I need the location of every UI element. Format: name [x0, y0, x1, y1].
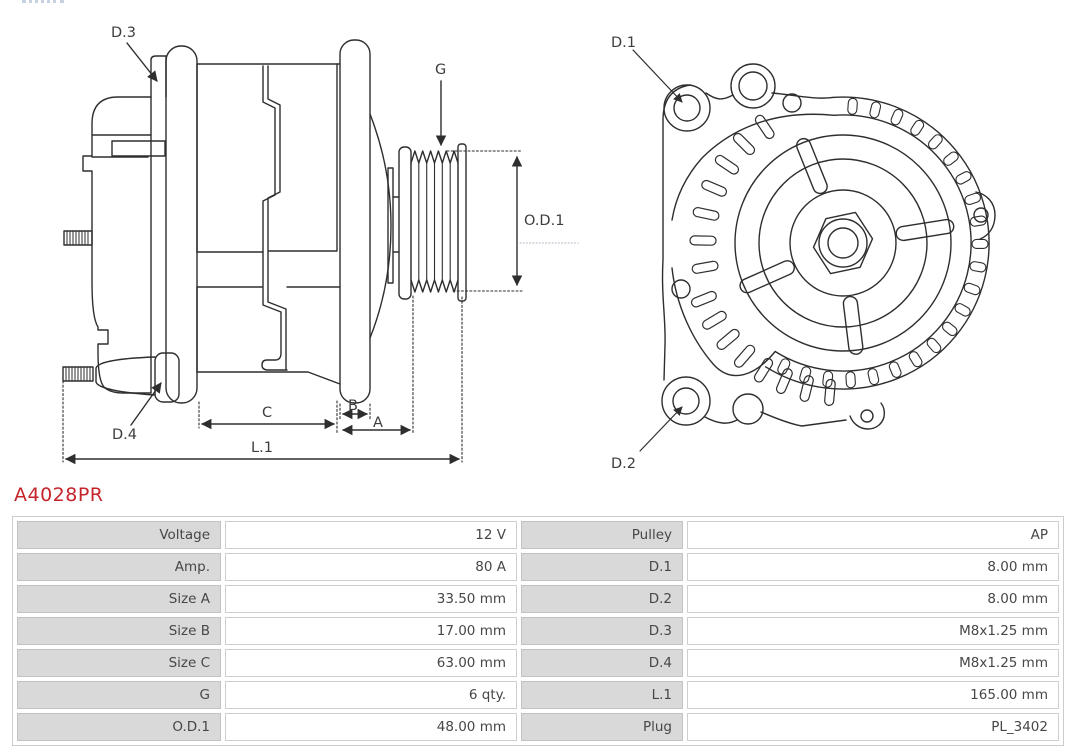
- label-l1: L.1: [251, 440, 273, 456]
- label-a: A: [373, 415, 383, 431]
- spec-value: 12 V: [225, 521, 517, 549]
- spec-label: G: [17, 681, 221, 709]
- spec-label: Plug: [521, 713, 683, 741]
- spec-row: [17, 521, 1059, 549]
- pulley: [399, 144, 466, 301]
- housing-body: [197, 64, 340, 384]
- spec-value: 48.00 mm: [225, 713, 517, 741]
- spec-value: AP: [687, 521, 1059, 549]
- label-d2: D.2: [611, 456, 636, 472]
- spec-label: Pulley: [521, 521, 683, 549]
- spec-table: [12, 516, 1064, 746]
- label-d1: D.1: [611, 35, 636, 51]
- label-d4: D.4: [112, 427, 137, 443]
- spec-value: M8x1.25 mm: [687, 617, 1059, 645]
- part-number: A4028PR: [14, 484, 104, 506]
- spec-value: 165.00 mm: [687, 681, 1059, 709]
- spec-label: D.1: [521, 553, 683, 581]
- side-view-dimensions: [63, 43, 578, 462]
- label-od1: O.D.1: [524, 213, 565, 229]
- spec-value: 8.00 mm: [687, 553, 1059, 581]
- rear-view-annotations: [611, 35, 682, 472]
- spec-value: 63.00 mm: [225, 649, 517, 677]
- spec-label: D.2: [521, 585, 683, 613]
- spec-label: Size C: [17, 649, 221, 677]
- spec-row: [17, 713, 1059, 741]
- spec-value: PL_3402: [687, 713, 1059, 741]
- side-view-drawing: [63, 25, 578, 462]
- spec-row: [17, 617, 1059, 645]
- spec-value: M8x1.25 mm: [687, 649, 1059, 677]
- spec-label: Size B: [17, 617, 221, 645]
- label-c: C: [262, 405, 273, 421]
- spec-value: 33.50 mm: [225, 585, 517, 613]
- spec-label: L.1: [521, 681, 683, 709]
- rear-bracket: [151, 46, 197, 403]
- spec-row: [17, 649, 1059, 677]
- front-bracket: [340, 40, 399, 403]
- spec-value: 80 A: [225, 553, 517, 581]
- label-g: G: [435, 62, 447, 78]
- pulley-face: [735, 135, 955, 355]
- spec-label: O.D.1: [17, 713, 221, 741]
- spec-value: 17.00 mm: [225, 617, 517, 645]
- label-d3: D.3: [111, 25, 136, 41]
- spec-label: D.3: [521, 617, 683, 645]
- spec-label: Voltage: [17, 521, 221, 549]
- spec-value: 8.00 mm: [687, 585, 1059, 613]
- label-b: B: [348, 398, 358, 414]
- hex-nut: [814, 212, 873, 273]
- spec-row: [17, 553, 1059, 581]
- spec-label: Size A: [17, 585, 221, 613]
- rear-cover: [63, 97, 165, 395]
- spec-label: D.4: [521, 649, 683, 677]
- spec-row: [17, 681, 1059, 709]
- spec-value: 6 qty.: [225, 681, 517, 709]
- spec-row: [17, 585, 1059, 613]
- spec-label: Amp.: [17, 553, 221, 581]
- rear-view-drawing: [611, 35, 995, 472]
